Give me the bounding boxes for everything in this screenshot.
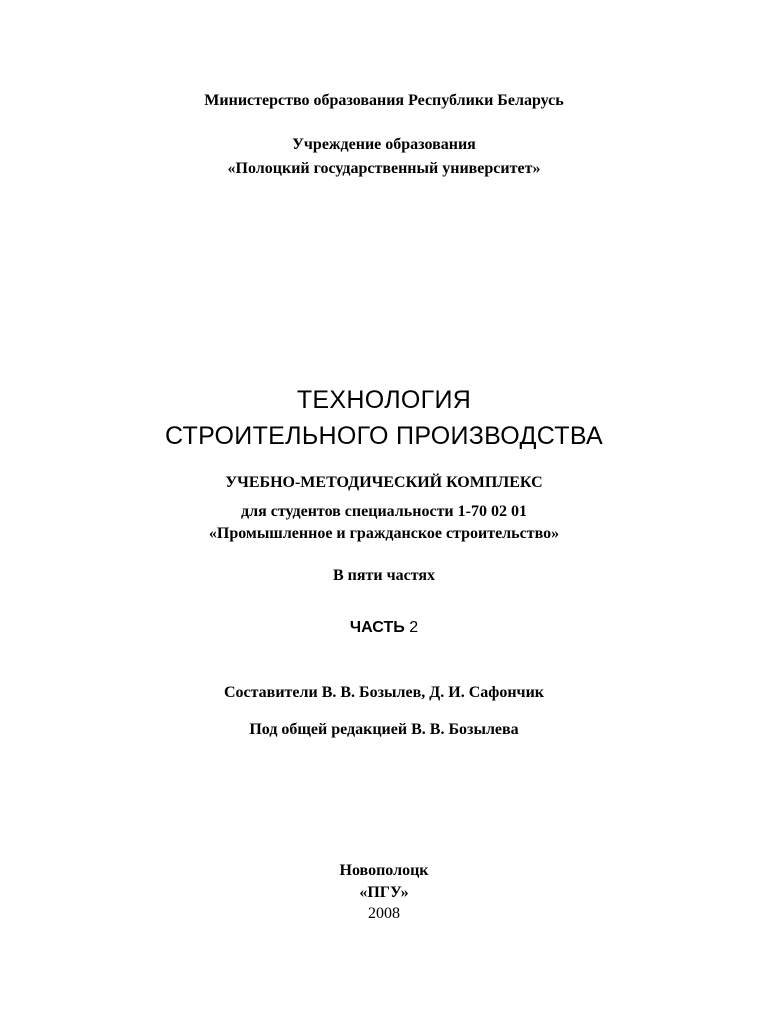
editor-line: Под общей редакцией В. В. Бозылева [249, 721, 519, 738]
institution-type-line: Учреждение образования [292, 136, 476, 153]
imprint-year: 2008 [368, 905, 400, 922]
title-line-2: СТРОИТЕЛЬНОГО ПРОИЗВОДСТВА [165, 422, 603, 450]
university-line: «Полоцкий государственный университет» [227, 160, 541, 177]
imprint-city: Новополоцк [339, 862, 429, 879]
ministry-line: Министерство образования Республики Беларусь [204, 92, 564, 109]
part-heading [0, 619, 768, 637]
part-word: ЧАСТЬ [349, 619, 405, 636]
document-kind: УЧЕБНО-МЕТОДИЧЕСКИЙ КОМПЛЕКС [225, 474, 543, 491]
audience-line: для студентов специальности 1-70 02 01 [241, 503, 527, 520]
title-line-1: ТЕХНОЛОГИЯ [296, 386, 472, 414]
compilers-line: Составители В. В. Бозылев, Д. И. Сафончик [223, 684, 545, 701]
parts-total: В пяти частях [332, 567, 436, 584]
specialty-line: «Промышленное и гражданское строительство» [208, 525, 560, 542]
part-number: 2 [409, 619, 419, 636]
imprint-publisher: «ПГУ» [359, 884, 409, 901]
